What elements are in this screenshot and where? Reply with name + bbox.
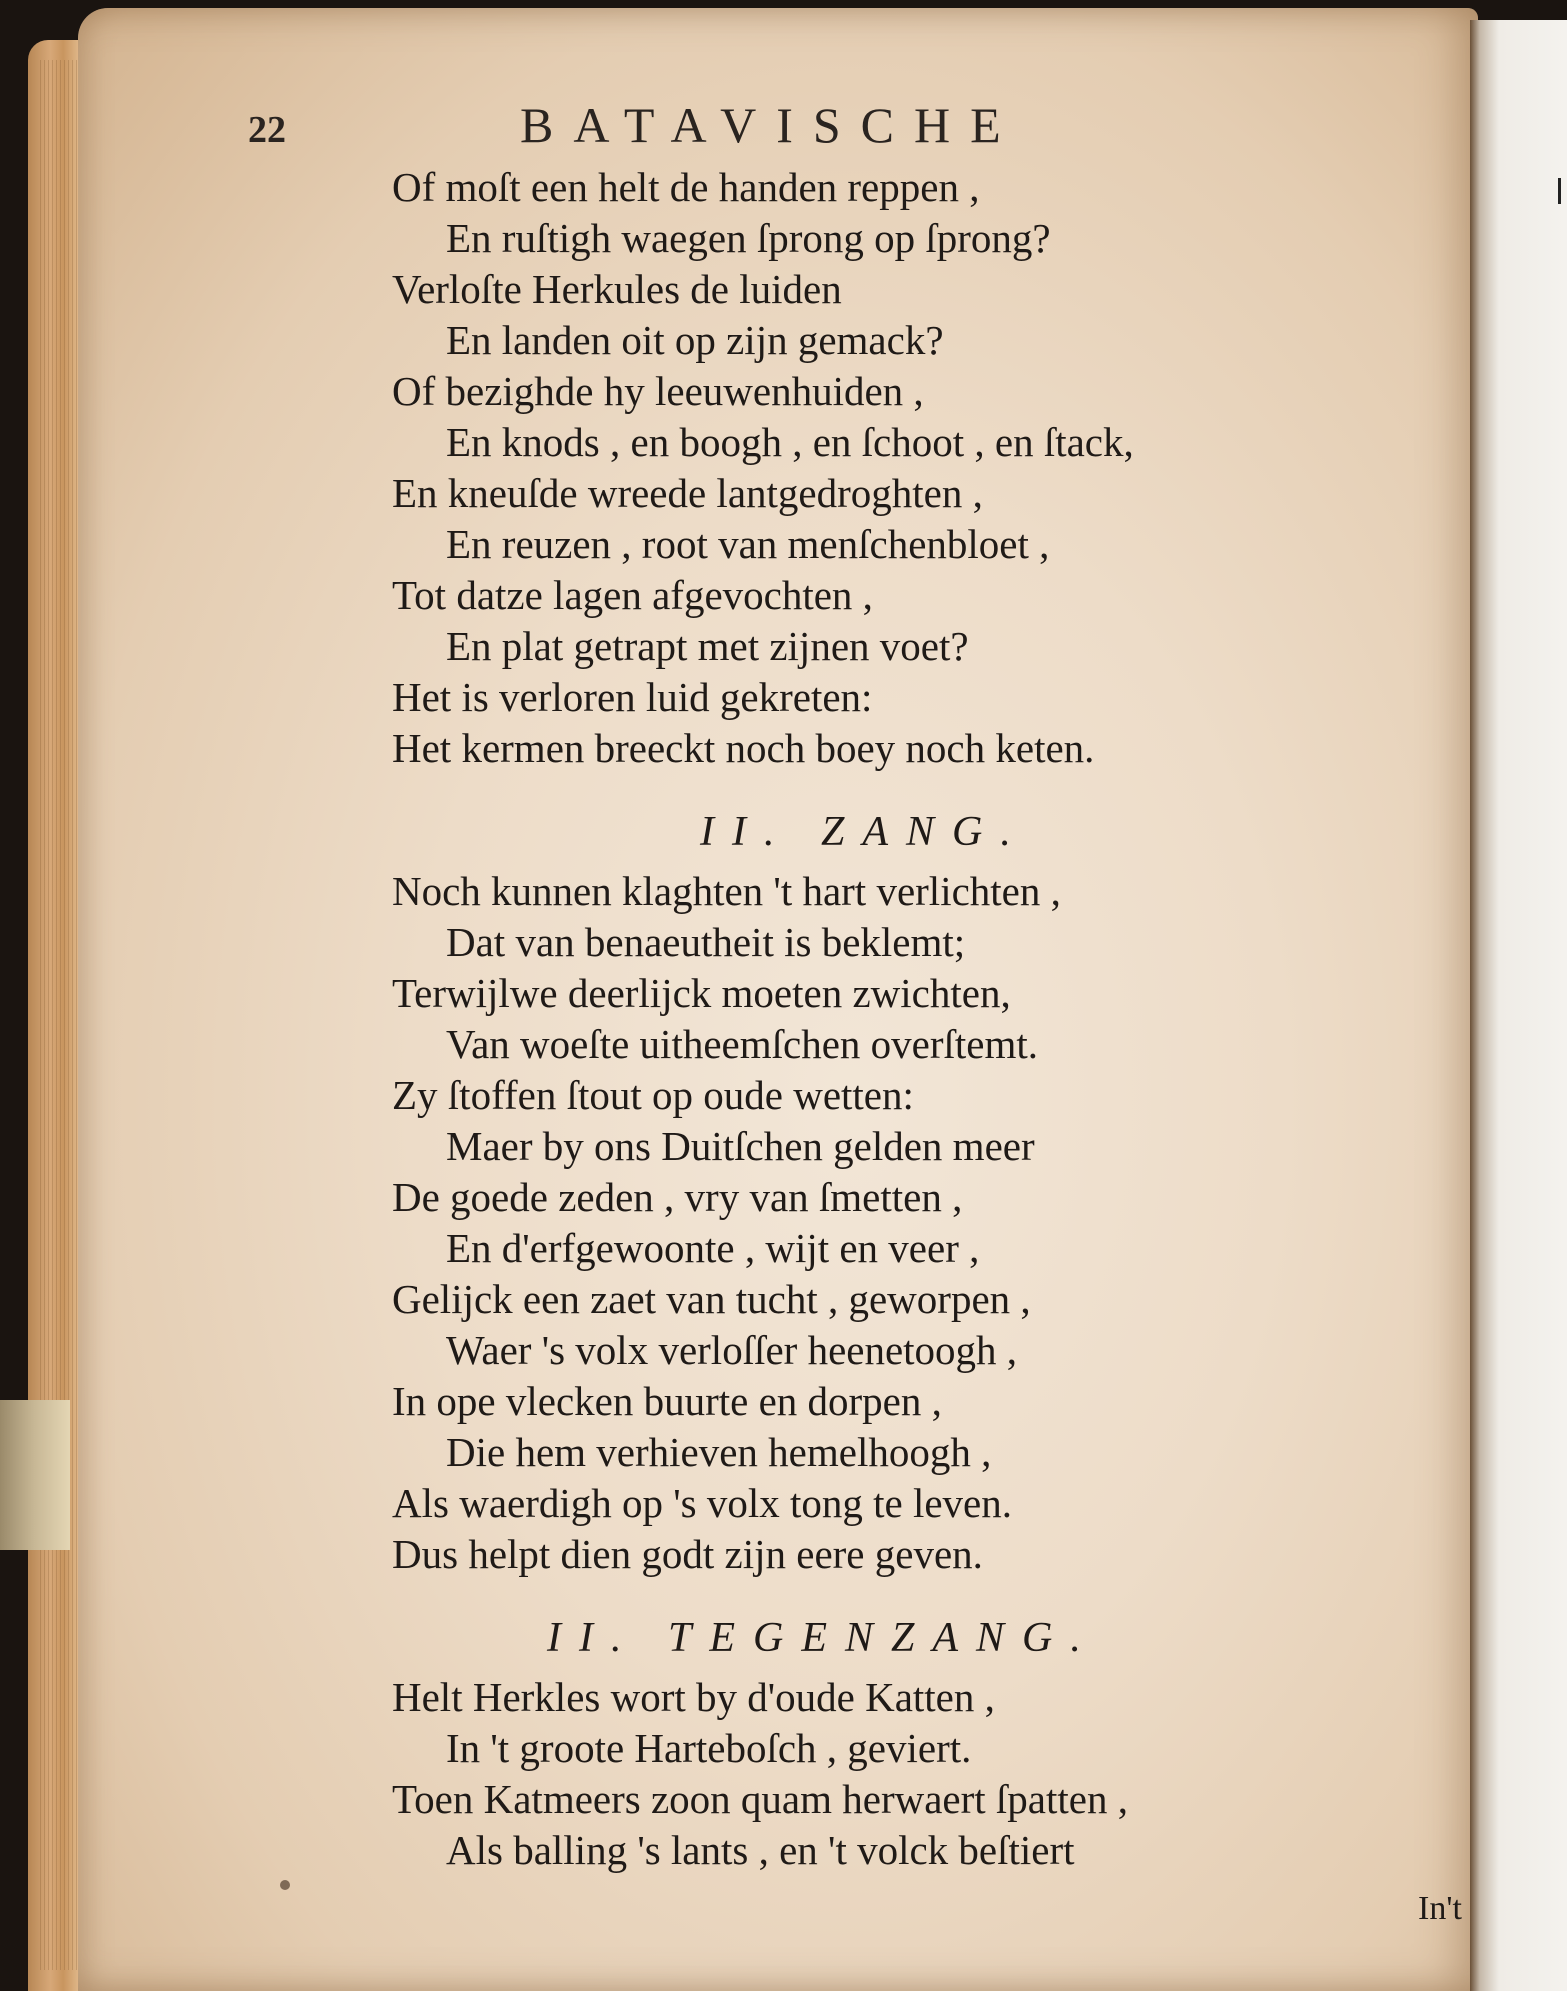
running-title: BATAVISCHE bbox=[520, 97, 1021, 153]
verse-line: Van woeſte uitheemſchen overſtemt. bbox=[446, 1021, 1039, 1067]
verse-line: Terwijlwe deerlijck moeten zwichten, bbox=[392, 970, 1011, 1016]
verse-line: Of bezighde hy leeuwenhuiden , bbox=[392, 368, 924, 414]
verse-line: Dus helpt dien godt zijn eere geven. bbox=[392, 1531, 983, 1577]
verse-line: Waer 's volx verloſſer heenetoogh , bbox=[446, 1327, 1018, 1373]
verse-line: Tot datze lagen afgevochten , bbox=[392, 572, 873, 618]
verse-line: En ruſtigh waegen ſprong op ſprong? bbox=[446, 215, 1051, 261]
verse-line: Maer by ons Duitſchen gelden meer bbox=[446, 1123, 1035, 1169]
stanza-3 bbox=[392, 1672, 1452, 1876]
verse-line: En reuzen , root van menſchenbloet , bbox=[446, 521, 1050, 567]
verse-line: De goede zeden , vry van ſmetten , bbox=[392, 1174, 963, 1220]
verse-line: Verloſte Herkules de luiden bbox=[392, 266, 842, 312]
verse-line: En landen oit op zijn gemack? bbox=[446, 317, 944, 363]
stanza-1 bbox=[392, 162, 1452, 774]
section-heading-tegenzang: II. TEGENZANG. bbox=[547, 1615, 1099, 1661]
verse-line: Die hem verhieven hemelhoogh , bbox=[446, 1429, 992, 1475]
verse-line: Het is verloren luid gekreten: bbox=[392, 674, 873, 720]
verse-line: En d'erfgewoonte , wijt en veer , bbox=[446, 1225, 980, 1271]
stanza-2 bbox=[392, 866, 1452, 1580]
verse-line: Noch kunnen klaghten 't hart verlichten , bbox=[392, 868, 1061, 914]
verse-line: En plat getrapt met zijnen voet? bbox=[446, 623, 969, 669]
verse-line: In 't groote Harteboſch , geviert. bbox=[446, 1725, 972, 1771]
facing-page-mark bbox=[1558, 178, 1561, 204]
verse-line: In ope vlecken buurte en dorpen , bbox=[392, 1378, 942, 1424]
verse-line: Gelijck een zaet van tucht , geworpen , bbox=[392, 1276, 1031, 1322]
verse-line: Helt Herkles wort by d'oude Katten , bbox=[392, 1674, 995, 1720]
verse-line: Of moſt een helt de handen reppen , bbox=[392, 164, 980, 210]
verse-line: En kneuſde wreede lantgedroghten , bbox=[392, 470, 983, 516]
verse-line: Het kermen breeckt noch boey noch keten. bbox=[392, 725, 1095, 771]
ink-stain bbox=[280, 1880, 290, 1890]
section-heading-zang: II. ZANG. bbox=[700, 809, 1029, 855]
verse-line: En knods , en boogh , en ſchoot , en ſtack, bbox=[446, 419, 1134, 465]
verse-line: Als balling 's lants , en 't volck beſtiert bbox=[446, 1827, 1075, 1873]
verse-line: Zy ſtoffen ſtout op oude wetten: bbox=[392, 1072, 914, 1118]
page-number: 22 bbox=[248, 109, 286, 151]
facing-page-edge bbox=[1470, 20, 1567, 1991]
verse-line: Als waerdigh op 's volx tong te leven. bbox=[392, 1480, 1013, 1526]
verse-line: Dat van benaeutheit is beklemt; bbox=[446, 919, 966, 965]
poem-text bbox=[392, 162, 1452, 1876]
catchword: In't bbox=[1418, 1890, 1462, 1927]
verse-line: Toen Katmeers zoon quam herwaert ſpatten , bbox=[392, 1776, 1128, 1822]
bookmark-strip bbox=[0, 1400, 70, 1550]
